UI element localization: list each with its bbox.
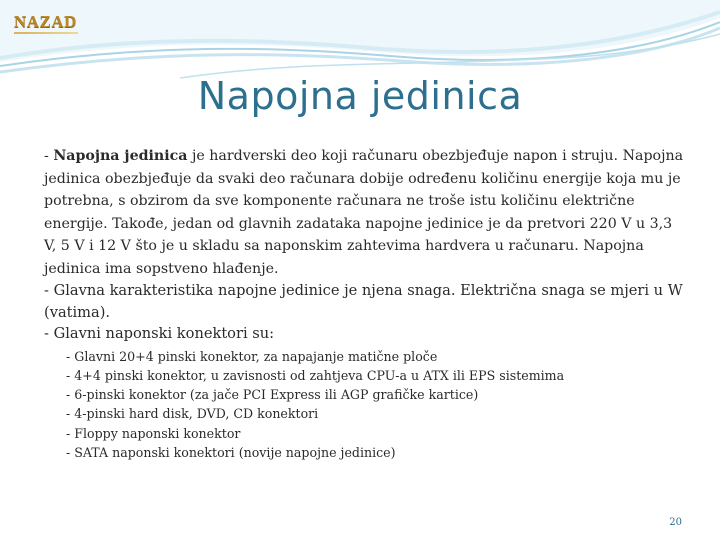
intro-prefix: - — [44, 148, 54, 164]
connector-item: - SATA naponski konektori (novije napojne jedinice) — [66, 444, 396, 460]
slide-content — [44, 145, 684, 462]
power-bullet: - Glavna karakteristika napojne jedinice je njena snaga. Električna snaga se mjeri u W (vatima). — [44, 282, 683, 321]
connector-item: - Floppy naponski konektor — [66, 425, 241, 441]
connector-item: - 4+4 pinski konektor, u zavisnosti od zahtjeva CPU-a u ATX ili EPS sistemima — [66, 367, 565, 383]
connector-item: - Glavni 20+4 pinski konektor, za napajanje matične ploče — [66, 348, 438, 364]
intro-paragraph — [44, 145, 684, 280]
intro-term: Napojna jedinica — [53, 148, 188, 164]
back-link[interactable]: NAZAD — [14, 12, 77, 31]
connector-item: - 4-pinski hard disk, DVD, CD konektori — [66, 406, 319, 422]
connector-item: - 6-pinski konektor (za jače PCI Express ili AGP grafičke kartice) — [66, 387, 479, 403]
connector-list — [44, 347, 684, 463]
intro-text: je hardverski deo koji računaru obezbjeđuje napon i struju. Napojna jedinica obezbjeđuje da svaki deo računara dobije određenu količinu energije koja mu je potrebna, s obzirom da sve komponente računara ne troše istu količinu električne energije. Takođe, jedan od glavnih zadataka napojne jedinice je da pretvori 220 V u 3,3 V, 5 V i 12 V što je u skladu sa naponskim zahtevima hardvera u računaru. Napojna jedinica ima sopstveno hlađenje. — [44, 148, 684, 277]
slide-title: Napojna jedinica — [197, 74, 523, 118]
back-link-underline — [14, 32, 78, 34]
connectors-bullet: - Glavni naponski konektori su: — [44, 325, 275, 342]
page-number: 20 — [669, 517, 682, 528]
